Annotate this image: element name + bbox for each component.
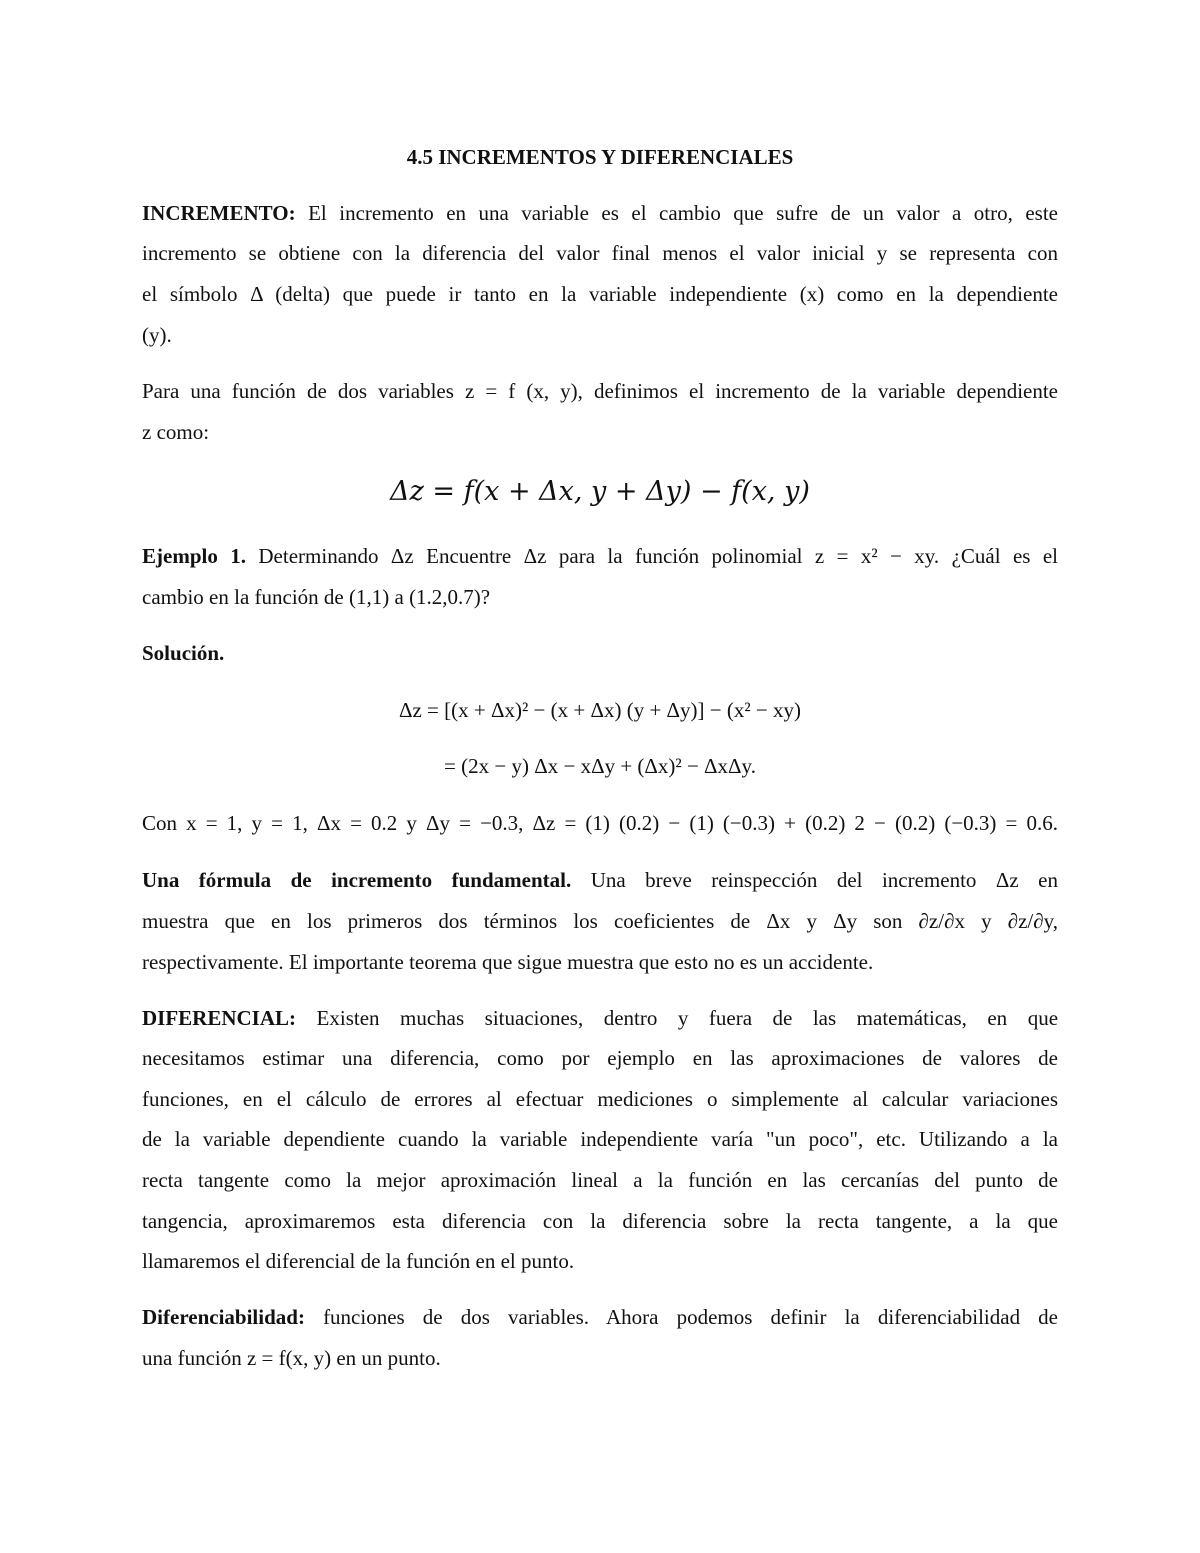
incremento-label: INCREMENTO:: [142, 201, 296, 225]
formula-fundamental-label: Una fórmula de incremento fundamental.: [142, 868, 572, 892]
incremento-line-4: (y).: [142, 323, 172, 347]
diferencial-line-2: necesitamos estimar una diferencia, como por ejemplo en las aproximaciones de valores de: [142, 1046, 1058, 1070]
diferencial-text-1: Existen muchas situaciones, dentro y fuera de las matemáticas, en que: [316, 1006, 1059, 1030]
diferencial-line-1: [142, 1004, 1058, 1032]
ejemplo-label: Ejemplo 1.: [142, 544, 246, 568]
diferenciabilidad-line-2: una función z = f(x, y) en un punto.: [142, 1346, 441, 1370]
formula-fundamental-line-3: respectivamente. El importante teorema que sigue muestra que esto no es un accidente.: [142, 950, 874, 974]
diferenciabilidad-line-1: [142, 1303, 1058, 1331]
formula-fundamental-line-2: muestra que en los primeros dos términos los coeficientes de Δx y Δy son ∂z/∂x y ∂z/∂y,: [142, 909, 1058, 933]
diferenciabilidad-label: Diferenciabilidad:: [142, 1305, 305, 1329]
formula-fundamental-text-1: Una breve reinspección del incremento Δz en: [590, 868, 1059, 892]
incremento-text-1: El incremento en una variable es el cambio que sufre de un valor a otro, este: [308, 201, 1058, 225]
diferencial-line-3: funciones, en el cálculo de errores al efectuar mediciones o simplemente al calcular variaciones: [142, 1087, 1058, 1111]
solucion-heading: [142, 639, 1058, 667]
solucion-label: Solución.: [142, 641, 225, 665]
diferencial-line-4: de la variable dependiente cuando la variable independiente varía "un poco", etc. Utilizando a la: [142, 1127, 1058, 1151]
equation-line-2: = (2x − y) Δx − xΔy + (Δx)² − ΔxΔy.: [444, 754, 756, 778]
ejemplo-line-1: [142, 542, 1058, 570]
equation-line-1: Δz = [(x + Δx)² − (x + Δx) (y + Δy)] − (x² − xy): [398, 698, 801, 722]
con-line: Con x = 1, y = 1, Δx = 0.2 y Δy = −0.3, Δz = (1) (0.2) − (1) (−0.3) + (0.2) 2 − (0.2) (−0.3) = 0.6.: [142, 811, 1058, 835]
para-funcion-line-2: z como:: [142, 420, 210, 444]
diferencial-line-5: recta tangente como la mejor aproximación lineal a la función en las cercanías del punto de: [142, 1168, 1058, 1192]
page-title: 4.5 INCREMENTOS Y DIFERENCIALES: [406, 145, 794, 169]
ejemplo-text-1: Determinando Δz Encuentre Δz para la función polinomial z = x² − xy. ¿Cuál es el: [258, 544, 1059, 568]
ejemplo-line-2: cambio en la función de (1,1) a (1.2,0.7)?: [142, 585, 491, 609]
incremento-line-1: [142, 199, 1058, 227]
incremento-line-2: incremento se obtiene con la diferencia del valor final menos el valor inicial y se representa con: [142, 241, 1058, 265]
diferenciabilidad-text-1: funciones de dos variables. Ahora podemos definir la diferenciabilidad de: [323, 1305, 1059, 1329]
diferencial-line-6: tangencia, aproximaremos esta diferencia con la diferencia sobre la recta tangente, a la que: [142, 1209, 1058, 1233]
increment-formula: Δz = f(x + Δx, y + Δy) − f(x, y): [390, 476, 810, 507]
diferencial-line-7: llamaremos el diferencial de la función en el punto.: [142, 1249, 575, 1273]
diferencial-label: DIFERENCIAL:: [142, 1006, 297, 1030]
formula-fundamental-line-1: [142, 866, 1058, 894]
incremento-line-3: el símbolo Δ (delta) que puede ir tanto en la variable independiente (x) como en la dependiente: [142, 282, 1058, 306]
para-funcion-line-1: Para una función de dos variables z = f (x, y), definimos el incremento de la variable dependiente: [142, 379, 1058, 403]
